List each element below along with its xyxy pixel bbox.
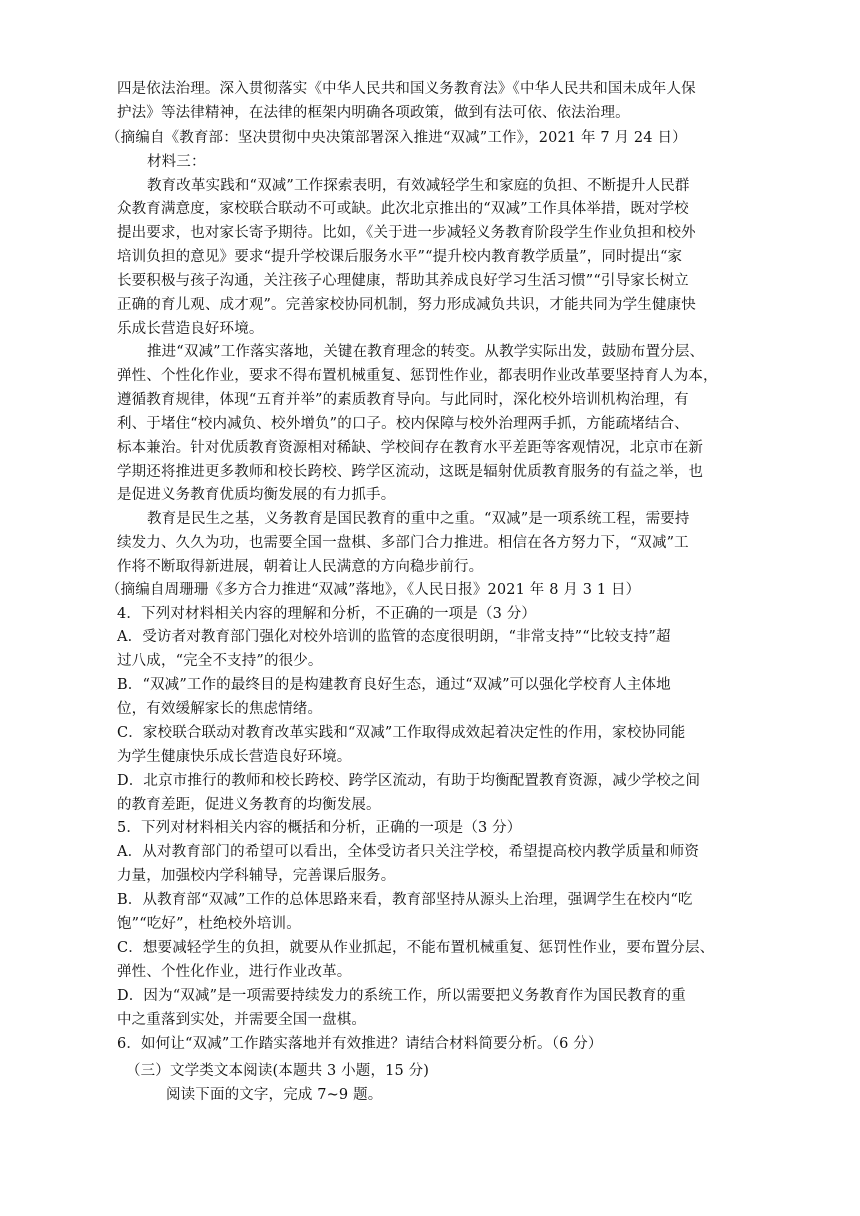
text-line: （三）文学类文本阅读(本题共 3 小题，15 分)	[126, 1063, 430, 1079]
text-line: 是促进义务教育优质均衡发展的有力抓手。	[117, 487, 396, 503]
text-line: C．想要减轻学生的负担，就要从作业抓起，不能布置机械重复、惩罚性作业，要布置分层、	[117, 940, 715, 956]
text-line: A．从对教育部门的希望可以看出，全体受访者只关注学校，希望提高校内教学质量和师资	[117, 844, 699, 860]
text-line: A．受访者对教育部门强化对校外培训的监管的态度很明朗，“非常支持”“比较支持”超	[117, 629, 671, 645]
text-line: 利、于堵住“校内减负、校外增负”的口子。校内保障与校外治理两手抓，方能疏堵结合、	[117, 416, 689, 432]
text-line: 学期还将推进更多教师和校长跨校、跨学区流动，这既是辐射优质教育服务的有益之举，也	[117, 464, 703, 480]
text-line: 力量，加强校内学科辅导，完善课后服务。	[117, 868, 396, 884]
text-line: 为学生健康快乐成长营造良好环境。	[117, 749, 352, 765]
text-line: 护法》等法律精神，在法律的框架内明确各项政策，做到有法可依、依法治理。	[117, 105, 630, 121]
text-line: 饱”“吃好”，杜绝校外培训。	[117, 916, 301, 932]
text-line: 正确的育儿观、成才观”。完善家校协同机制，努力形成减负共识，才能共同为学生健康快	[117, 297, 696, 313]
text-line: 长要积极与孩子沟通，关注孩子心理健康，帮助其养成良好学习生活习惯”“引导家长树立	[117, 273, 689, 289]
text-line: 乐成长营造良好环境。	[117, 321, 264, 337]
text-line: 培训负担的意见》要求“提升学校课后服务水平”“提升校内教育教学质量”，同时提出“家	[117, 249, 683, 265]
text-line: 教育改革实践和“双减”工作探索表明，有效减轻学生和家庭的负担、不断提升人民群	[147, 178, 690, 194]
text-line: 6．如何让“双减”工作踏实落地并有效推进？请结合材料简要分析。（6 分）	[117, 1036, 603, 1052]
text-line: C．家校联合联动对教育改革实践和“双减”工作取得成效起着决定性的作用，家校协同能	[117, 725, 686, 741]
text-line: 教育是民生之基，义务教育是国民教育的重中之重。“双减”是一项系统工程，需要持	[147, 511, 690, 527]
text-line: 众教育满意度，家校联合联动不可或缺。此次北京推出的“双减”工作具体举措，既对学校	[117, 201, 689, 217]
text-line: 遵循教育规律，体现“五育并举”的素质教育导向。与此同时，深化校外培训机构治理，有	[117, 392, 689, 408]
text-line: 材料三：	[147, 154, 206, 170]
text-line: B．从教育部“双减”工作的总体思路来看，教育部坚持从源头上治理，强调学生在校内“吃	[117, 892, 693, 908]
text-line: D．北京市推行的教师和校长跨校、跨学区流动，有助于均衡配置教育资源，减少学校之间	[117, 773, 701, 789]
text-line: （摘编自《教育部：坚决贯彻中央决策部署深入推进“双减”工作》，2021 年 7 月 24 日）	[106, 130, 687, 146]
text-line: 续发力、久久为功，也需要全国一盘棋、多部门合力推进。相信在各方努力下，“双减”工	[117, 535, 689, 551]
text-line: 的教育差距，促进义务教育的均衡发展。	[117, 797, 381, 813]
text-line: 提出要求，也对家长寄予期待。比如，《关于进一步减轻义务教育阶段学生作业负担和校外	[117, 225, 696, 241]
text-line: 四是依法治理。深入贯彻落实《中华人民共和国义务教育法》《中华人民共和国未成年人保	[117, 81, 696, 97]
text-line: 弹性、个性化作业，进行作业改革。	[117, 964, 352, 980]
text-line: 作将不断取得新进展，朝着让人民满意的方向稳步前行。	[117, 559, 484, 575]
text-line: 4．下列对材料相关内容的理解和分析，不正确的一项是（3 分）	[117, 606, 537, 622]
text-line: 位，有效缓解家长的焦虑情绪。	[117, 701, 323, 717]
text-line: 5．下列对材料相关内容的概括和分析，正确的一项是（3 分）	[117, 820, 522, 836]
text-line: 中之重落到实处，并需要全国一盘棋。	[117, 1012, 367, 1028]
text-line: 标本兼治。针对优质教育资源相对稀缺、学校间存在教育水平差距等客观情况，北京市在新	[117, 440, 703, 456]
text-line: B．“双减”工作的最终目的是构建教育良好生态，通过“双减”可以强化学校育人主体地	[117, 677, 671, 693]
text-line: 弹性、个性化作业，要求不得布置机械重复、惩罚性作业，都表明作业改革要坚持育人为本，	[117, 368, 718, 384]
text-line: 阅读下面的文字，完成 7~9 题。	[166, 1087, 383, 1103]
text-line: D．因为“双减”是一项需要持续发力的系统工作，所以需要把义务教育作为国民教育的重	[117, 988, 686, 1004]
text-line: （摘编自周珊珊《多方合力推进“双减”落地》，《人民日报》2021 年 8 月 3 1 日）	[106, 582, 641, 598]
text-line: 过八成，“完全不支持”的很少。	[117, 653, 323, 669]
text-line: 推进“双减”工作落实落地，关键在教育理念的转变。从教学实际出发，鼓励布置分层、	[147, 344, 705, 360]
